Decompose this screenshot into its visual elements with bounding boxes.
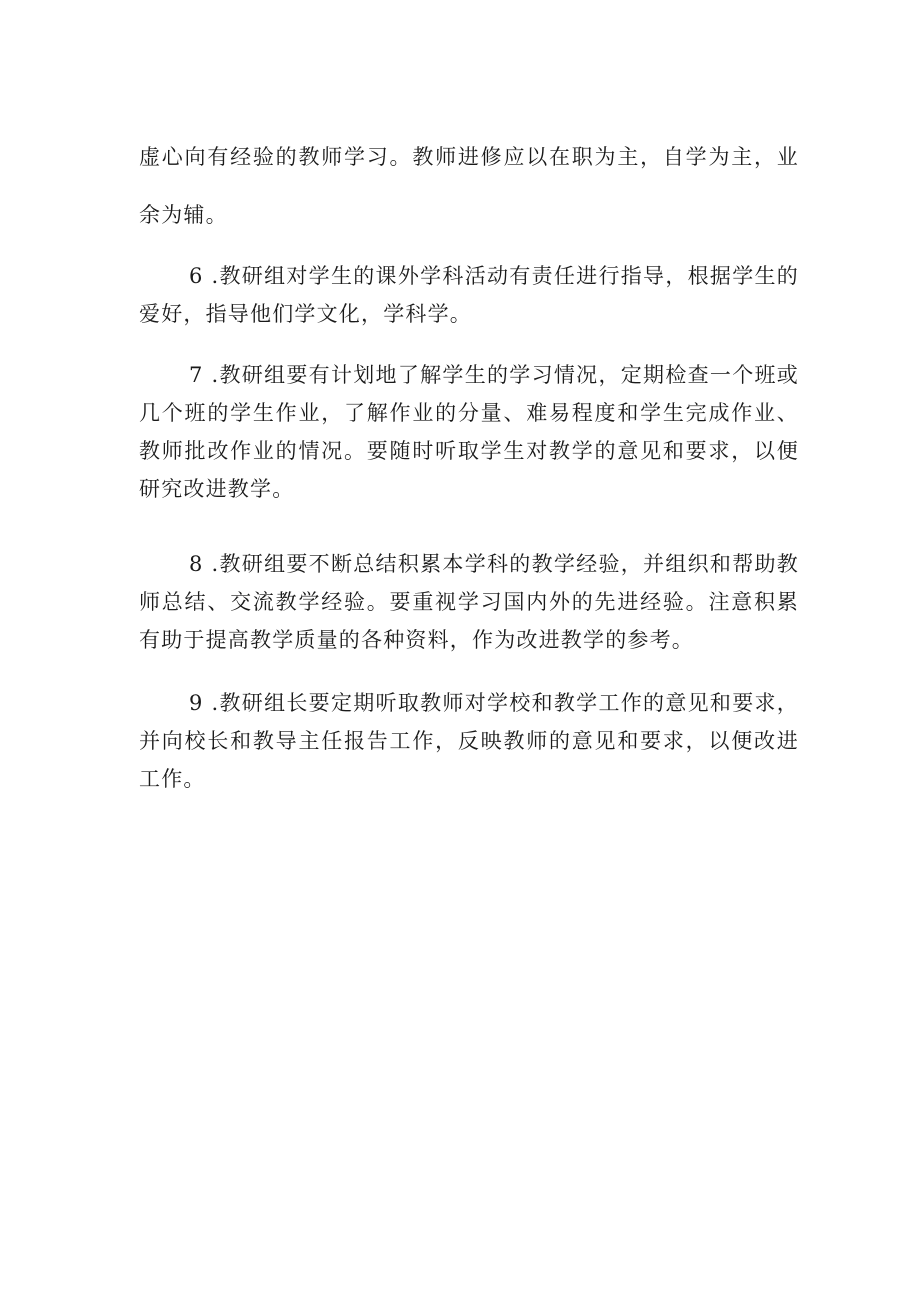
paragraph-item-6: 6 .教研组对学生的课外学科活动有责任进行指导，根据学生的爱好，指导他们学文化，学科学。 xyxy=(139,264,799,326)
paragraph-item-8: 8 .教研组要不断总结积累本学科的教学经验，并组织和帮助教师总结、交流教学经验。要重视学习国内外的先进经验。注意积累有助于提高教学质量的各种资料，作为改进教学的参考。 xyxy=(139,552,799,652)
paragraph-item-9: 9 .教研组长要定期听取教师对学校和教学工作的意见和要求，并向校长和教导主任报告工作，反映教师的意见和要求，以便改进工作。 xyxy=(139,691,799,791)
paragraph-continuation: 虚心向有经验的教师学习。教师进修应以在职为主，自学为主，业余为辅。 xyxy=(139,145,799,227)
paragraph-item-7: 7 .教研组要有计划地了解学生的学习情况，定期检查一个班或几个班的学生作业，了解作业的分量、难易程度和学生完成作业、教师批改作业的情况。要随时听取学生对教学的意见和要求，以便研究改进教学。 xyxy=(139,363,799,501)
